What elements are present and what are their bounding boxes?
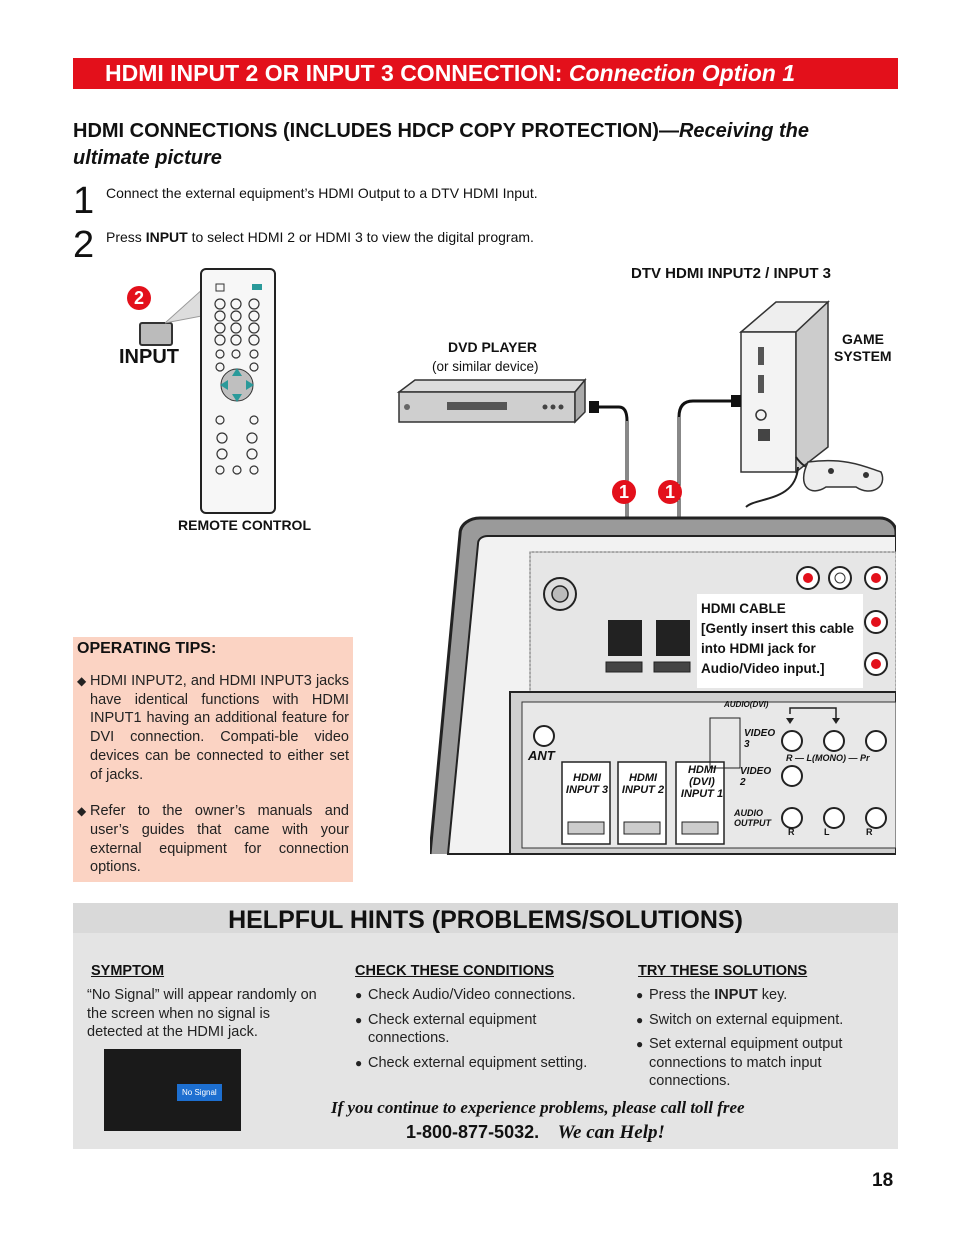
condition-item [355,1054,615,1073]
panel-audio-dvi: AUDIO(DVI) [724,700,769,709]
condition-item [355,986,615,1005]
phone-number: 1-800-877-5032. [406,1122,540,1142]
step-badge-2: 2 [127,286,151,310]
banner-italic: Connection Option 1 [568,60,796,86]
tip-item [77,802,349,877]
tip-text-2: Refer to the owner’s manuals and user’s guides that came with your external equipment for connection options. [90,803,349,876]
solution-item [636,986,876,1005]
no-signal-badge: No Signal [177,1084,222,1101]
dvd-sublabel: (or similar device) [432,359,539,374]
panel-ant: ANT [528,748,555,763]
subheading-italic: Receiving the ultimate picture [73,120,810,169]
remote-control-label: REMOTE CONTROL [178,517,311,533]
bullet-icon: ● [355,988,363,1002]
no-signal-screen [104,1049,241,1131]
condition-text-2: Check external equipment connections. [368,1011,537,1046]
input-label: INPUT [119,346,179,368]
game-system-icon [736,297,891,512]
step-2-bold: INPUT [145,229,188,245]
panel-video3: VIDEO 3 [744,728,776,750]
solution-text-2: Switch on external equipment. [649,1011,844,1028]
tip-item [77,672,349,784]
dvd-label: DVD PLAYER [448,339,537,355]
bullet-icon: ● [355,1055,363,1070]
help-footer-line2 [406,1122,665,1144]
step-badge-1-dvd: 1 [612,480,636,504]
solutions-list [636,986,876,1097]
diamond-icon: ◆ [77,674,87,688]
panel-r2: R [866,827,873,837]
bullet-icon: ● [636,1037,644,1051]
symptom-text: “No Signal” will appear randomly on the screen when no signal is detected at the HDMI jack. [87,987,317,1040]
panel-video2: VIDEO 2 [740,766,772,788]
tip-text-1: HDMI INPUT2, and HDMI INPUT3 jacks have identical functions with HDMI INPUT1 having an additional feature for DVI connection. Compati-ble video devices can be connected to either set of jacks. [90,673,349,783]
solution-1-post: key. [757,987,788,1003]
hdmi-cable-callout [697,594,863,688]
game-label-line2: SYSTEM [834,348,892,364]
solution-text-3: Set external equipment output connections to match input connections. [649,1036,843,1089]
subheading [73,118,873,172]
section-banner [73,58,898,89]
step-badge-1-game: 1 [658,480,682,504]
diamond-icon: ◆ [77,804,87,819]
hints-title: HELPFUL HINTS (PROBLEMS/SOLUTIONS) [73,903,898,933]
panel-l: L [824,827,830,837]
operating-tips [73,637,353,882]
bullet-icon: ● [355,1012,363,1027]
step-2-post: to select HDMI 2 or HDMI 3 to view the digital program. [187,229,534,245]
condition-text-3: Check external equipment setting. [368,1054,588,1071]
step-1-number: 1 [73,180,95,222]
condition-item [355,1011,615,1048]
step-1-text: Connect the external equipment’s HDMI Output to a DTV HDMI Input. [106,185,538,201]
panel-audio-output: AUDIO OUTPUT [734,808,771,828]
remote-buttons [202,270,274,512]
panel-hdmi3: HDMI INPUT 3 [565,772,609,796]
step-2-number: 2 [73,224,95,266]
panel-r-mono-pr: R — L(MONO) — Pr [786,753,870,763]
banner-main: HDMI INPUT 2 OR INPUT 3 CONNECTION: [105,60,569,86]
dvd-player-icon [395,378,590,428]
solution-item [636,1035,876,1091]
panel-hdmi2: HDMI INPUT 2 [621,772,665,796]
solutions-header: TRY THESE SOLUTIONS [638,963,808,979]
game-label-line1: GAME [842,331,884,347]
dtv-label: DTV HDMI INPUT2 / INPUT 3 [631,265,832,282]
step-2-text [106,229,534,245]
tips-title: OPERATING TIPS: [77,640,217,657]
conditions-list [355,986,615,1078]
help-tagline: We can Help! [557,1122,665,1143]
conditions-header: CHECK THESE CONDITIONS [355,963,554,979]
solution-1-pre: Press the [649,987,715,1003]
subheading-main: HDMI CONNECTIONS (INCLUDES HDCP COPY PROTECTION)— [73,120,679,142]
help-footer-line1: If you continue to experience problems, please call toll free [331,1098,745,1117]
step-2-pre: Press [106,229,146,245]
page-number: 18 [872,1170,894,1191]
bullet-icon: ● [636,988,644,1002]
panel-hdmi1: HDMI (DVI) INPUT 1 [680,764,724,800]
panel-r: R [788,827,795,837]
bullet-icon: ● [636,1012,644,1027]
symptom-header: SYMPTOM [91,963,165,979]
solution-item [636,1011,876,1030]
helpful-hints-box [73,903,898,1149]
hdmi-cable-title: HDMI CABLE [701,601,786,616]
remote-control-icon [200,268,276,514]
hdmi-cable-note: [Gently insert this cable into HDMI jack for Audio/Video input.] [701,621,855,676]
condition-text-1: Check Audio/Video connections. [368,987,576,1003]
solution-1-bold: INPUT [714,987,758,1003]
